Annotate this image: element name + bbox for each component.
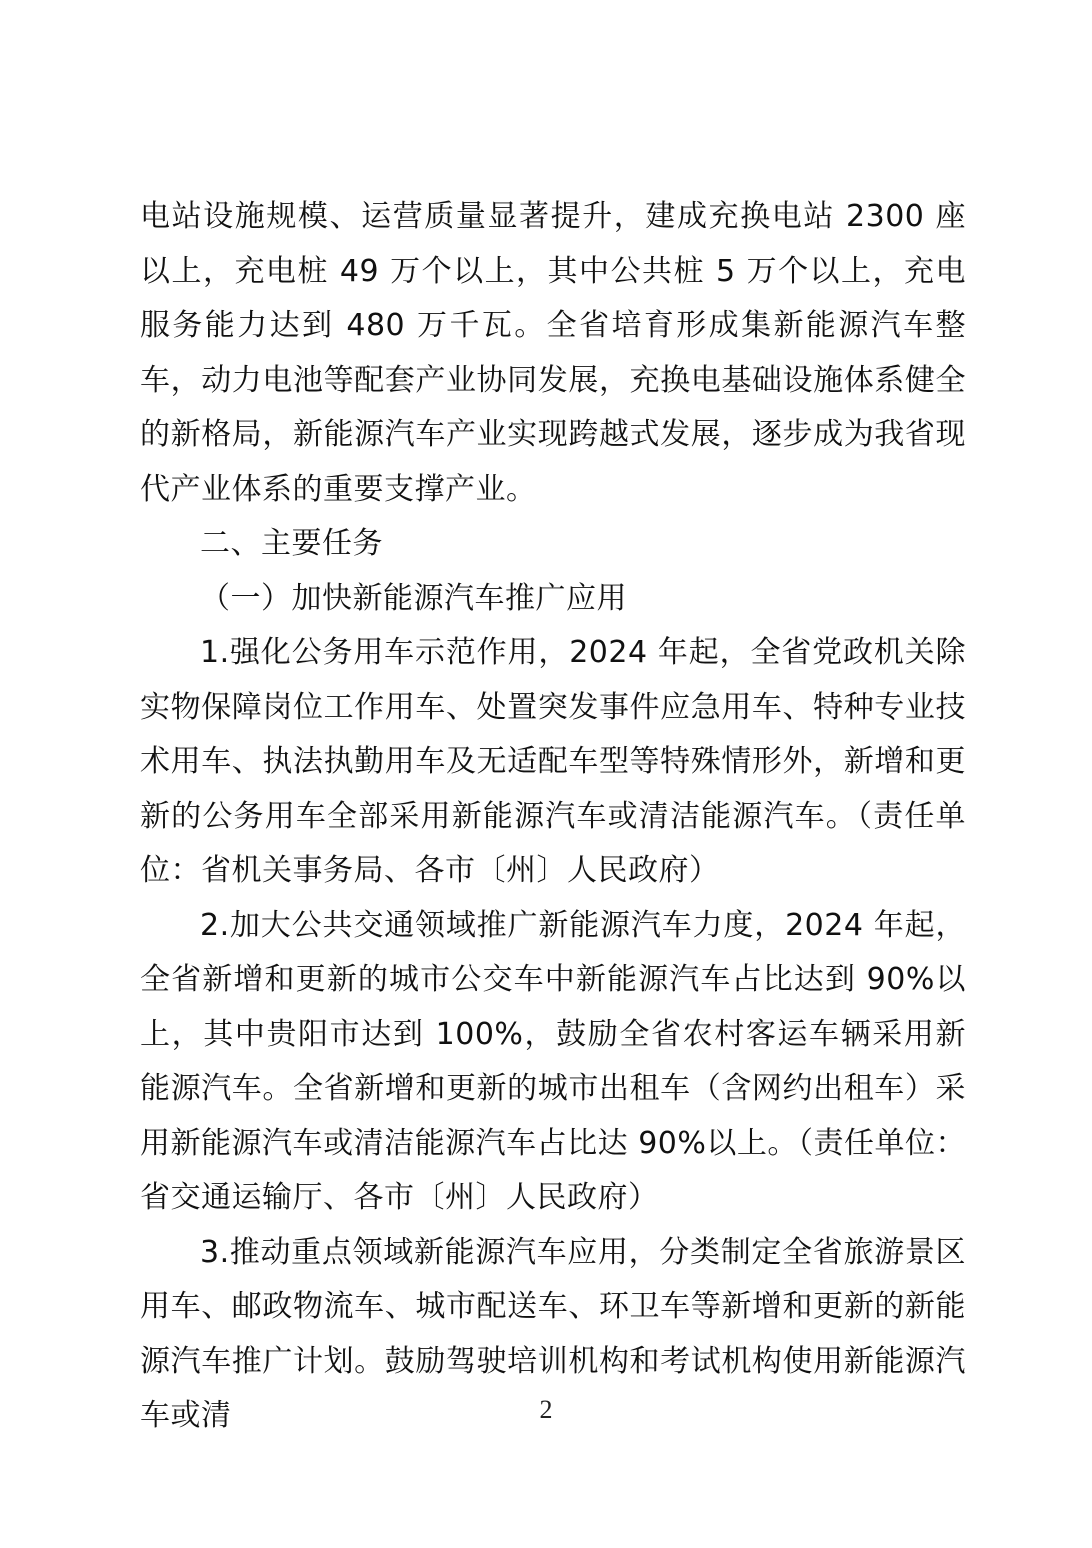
- paragraph-item-1: 1.强化公务用车示范作用，2024 年起，全省党政机关除实物保障岗位工作用车、处置突发事件应急用车、特种专业技术用车、执法执勤用车及无适配车型等特殊情形外，新增和更新的公务用车全部采用新能源汽车或清洁能源汽车。（责任单位：省机关事务局、各市〔州〕人民政府）: [140, 635, 966, 888]
- paragraph-item-3: 3.推动重点领域新能源汽车应用，分类制定全省旅游景区用车、邮政物流车、城市配送车、环卫车等新增和更新的新能源汽车推广计划。鼓励驾驶培训机构和考试机构使用新能源汽车或清: [140, 1234, 966, 1433]
- paragraph-item-2: 2.加大公共交通领域推广新能源汽车力度，2024 年起，全省新增和更新的城市公交车中新能源汽车占比达到 90%以上，其中贵阳市达到 100%，鼓励全省农村客运车辆采用新能源汽车。全省新增和更新的城市出租车（含网约出租车）采用新能源汽车或清洁能源汽车占比达 90%以上。（责任单位：省交通运输厅、各市〔州〕人民政府）: [140, 907, 966, 1215]
- page-number: 2: [539, 1395, 553, 1424]
- paragraph-continued: 电站设施规模、运营质量显著提升，建成充换电站 2300 座以上，充电桩 49 万个以上，其中公共桩 5 万个以上，充电服务能力达到 480 万千瓦。全省培育形成集新能源汽车整车，动力电池等配套产业协同发展，充换电基础设施体系健全的新格局，新能源汽车产业实现跨越式发展，逐步成为我省现代产业体系的重要支撑产业。: [140, 199, 966, 507]
- section-heading: 二、主要任务: [200, 526, 383, 561]
- document-body: [140, 190, 966, 1444]
- subsection-heading: （一）加快新能源汽车推广应用: [200, 580, 627, 616]
